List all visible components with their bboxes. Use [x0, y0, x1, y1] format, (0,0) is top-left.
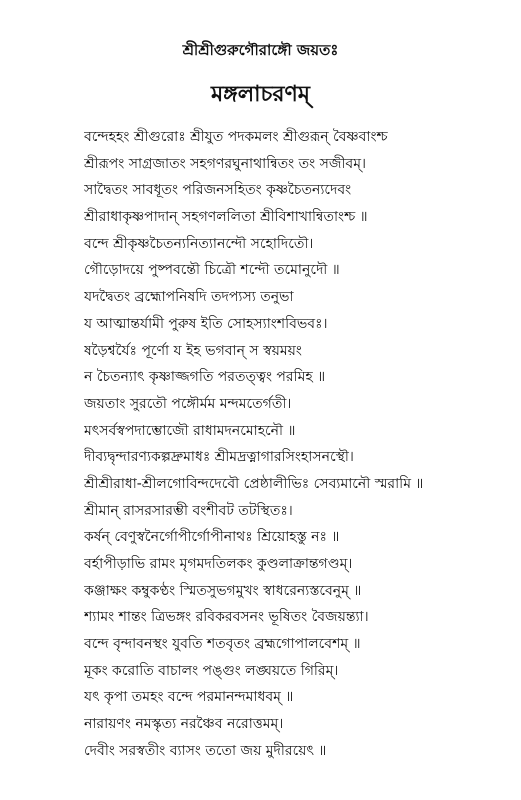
- verse-line: নারায়ণং নমস্কৃত্য নরঞ্চৈব নরোত্তমম্।: [84, 716, 284, 733]
- verse-line: ষড়ৈশ্বর্যৈঃ পূর্ণো য ইহ ভগবান্ স স্বয়ময়ং: [84, 342, 302, 359]
- verse-line: শ্রীমান্ রাসরসারম্ভী বংশীবট তটস্থিতঃ।: [84, 502, 293, 519]
- page-title: মঙ্গলাচরণম্: [210, 82, 311, 107]
- verse-line: দেবীং সরস্বতীং ব্যাসং ততো জয় মুদীরয়েৎ ॥: [84, 742, 327, 759]
- verse-list: [84, 124, 514, 765]
- verse-line: য আত্মান্তর্যামী পুরুষ ইতি সোহস্যাংশবিভবঃ।: [84, 315, 328, 332]
- verse-line: বর্হাপীড়াভি রামং মৃগমদতিলকং কুণ্ডলাক্রান্তগণ্ডম্।: [84, 556, 353, 572]
- verse-line: বন্দে বৃন্দাবনস্থং যুবতি শতবৃতং ব্রহ্মগোপালবেশম্ ॥: [84, 636, 361, 653]
- verse-line: জয়তাং সুরতৌ পঙ্গৌর্মম মন্দমতের্গতী।: [84, 395, 292, 412]
- verse-line: শ্রীরাধাকৃষ্ণপাদান্ সহগণললিতা শ্রীবিশাখান্বিতাংশ্চ ॥: [84, 209, 368, 226]
- verse-line: যদদ্বৈতং ব্রহ্মোপনিষদি তদপ্যস্য তনুভা: [84, 289, 294, 306]
- verse-line: সাদ্বৈতং সাবধূতং পরিজনসহিতং কৃষ্ণচৈতন্যদেবং: [84, 182, 352, 199]
- verse-line: বন্দেহহং শ্রীগুরোঃ শ্রীযুত পদকমলং শ্রীগুরূন্ বৈষ্ণবাংশ্চ: [84, 129, 388, 145]
- verse-line: যৎ কৃপা তমহং বন্দে পরমানন্দমাধবম্ ॥: [84, 689, 294, 706]
- verse-line: বন্দে শ্রীকৃষ্ণচৈতন্যনিত্যানন্দৌ সহোদিতৌ।: [84, 235, 314, 252]
- invocation-header: শ্রীশ্রীগুরুগৌরাঙ্গৌ জয়তঃ: [182, 41, 339, 59]
- verse-line: শ্যামং শান্তং ত্রিভঙ্গং রবিকরবসনং ভূষিতং বৈজয়ন্ত্যা।: [84, 609, 369, 626]
- verse-line: কঞ্জাক্ষং কম্বুকণ্ঠং স্মিতসুভগমুখং স্বাধরেন্যস্তবেনুম্ ॥: [84, 582, 362, 599]
- verse-line: কর্ষন্ বেণুস্বনৈর্গোপীর্গোপীনাথঃ শ্রিয়োহস্তু নঃ ॥: [84, 529, 340, 546]
- verse-line: শ্রীশ্রীরাধা-শ্রীলগোবিন্দদেবৌ প্রেষ্ঠালীভিঃ সেব্যমানৌ স্মরামি ॥: [84, 475, 424, 492]
- verse-line: গৌড়োদয়ে পুষ্পবন্তৌ চিত্রৌ শন্দৌ তমোনুদৌ ॥: [84, 262, 340, 279]
- verse-line: দীব্যদ্বৃন্দারণ্যকল্পদ্রুমাধঃ শ্রীমদ্রত্নাগারসিংহাসনস্থৌ।: [84, 449, 354, 466]
- verse-line: মৎসর্বস্বপদাম্ভোজৌ রাধামদনমোহনৌ ॥: [84, 422, 296, 439]
- verse-line: মূকং করোতি বাচালং পঙ্গুং লঙ্ঘয়তে গিরিম্।: [84, 662, 339, 679]
- verse-line: ন চৈতন্যাৎ কৃষ্ণাজ্জগতি পরতত্ত্বং পরমিহ ॥: [84, 369, 326, 386]
- verse-line: শ্রীরূপং সাগ্রজাতং সহগণরঘুনাথান্বিতং তং সজীবম্।: [84, 155, 366, 172]
